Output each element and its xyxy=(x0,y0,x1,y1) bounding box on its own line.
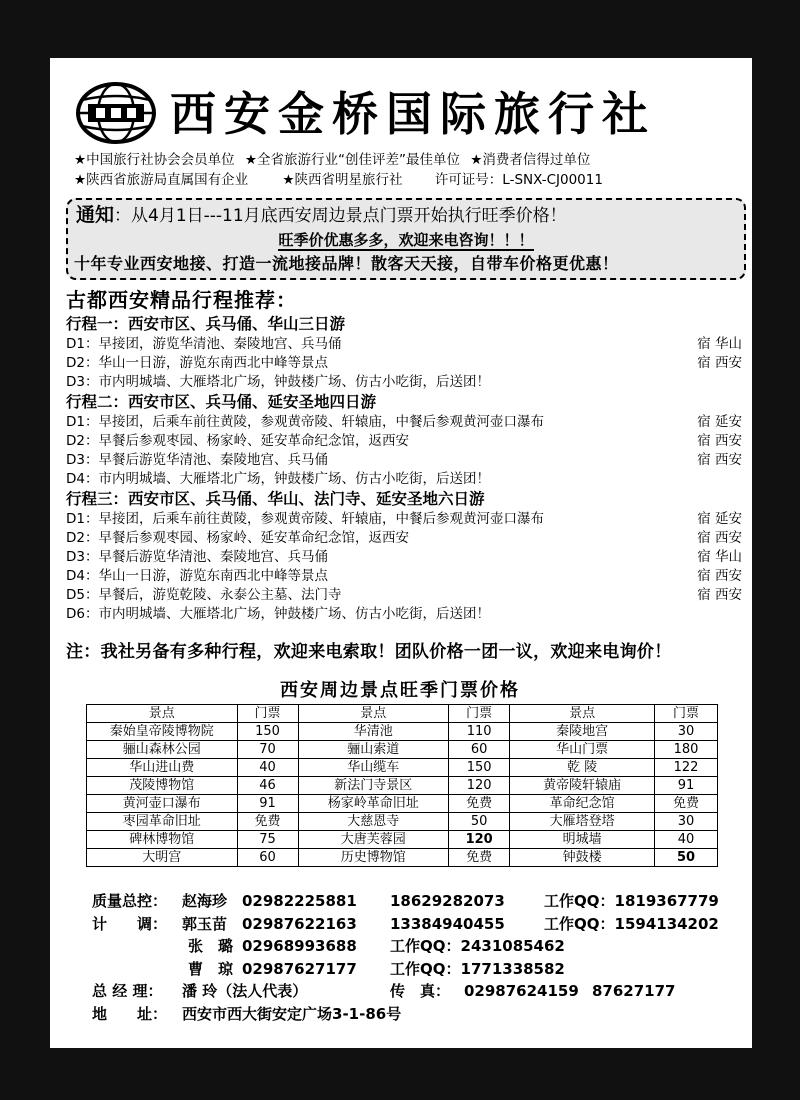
contact-row-quality xyxy=(92,890,752,913)
day-stay: 宿 华山 xyxy=(697,549,742,565)
table-header-row xyxy=(87,705,718,723)
price-cell: 91 xyxy=(655,777,718,795)
contact-phone: 02987627177 xyxy=(242,959,357,978)
price-cell: 60 xyxy=(449,741,510,759)
contact-row-plan-3 xyxy=(92,958,752,981)
day-stay: 宿 西安 xyxy=(697,568,742,584)
border-top xyxy=(0,0,800,58)
itinerary-day xyxy=(66,335,746,354)
attraction-cell: 历史博物馆 xyxy=(298,849,449,867)
contact-row-manager xyxy=(92,980,752,1003)
table-row xyxy=(87,741,718,759)
globe-logo-icon xyxy=(74,80,158,146)
price-cell: 180 xyxy=(655,741,718,759)
itinerary-day xyxy=(66,354,746,373)
attraction-cell: 枣园革命旧址 xyxy=(87,813,238,831)
notice-line-3: 十年专业西安地接、打造一流地接品牌！散客天天接，自带车价格更优惠！ xyxy=(74,254,619,273)
contact-role: 地 址： xyxy=(92,1004,168,1023)
itinerary-section-title: 古都西安精品行程推荐： xyxy=(66,288,297,312)
contact-qq: 工作QQ：1819367779 xyxy=(544,892,719,910)
price-cell: 40 xyxy=(237,759,298,777)
contact-role: 计 调： xyxy=(92,914,168,933)
notice-line-2 xyxy=(68,230,744,250)
attraction-cell: 碑林博物馆 xyxy=(87,831,238,849)
credentials-row-2 xyxy=(74,170,744,190)
price-cell: 110 xyxy=(449,723,510,741)
price-cell: 免费 xyxy=(655,795,718,813)
itinerary-day xyxy=(66,548,746,567)
attraction-cell: 华山门票 xyxy=(510,741,655,759)
credential: ★消费者信得过单位 xyxy=(470,152,591,168)
attraction-cell: 大慈恩寺 xyxy=(298,813,449,831)
contact-name: 赵海珍 xyxy=(182,892,228,910)
itinerary-day xyxy=(66,567,746,586)
table-row xyxy=(87,813,718,831)
attraction-cell: 杨家岭革命旧址 xyxy=(298,795,449,813)
address-value: 西安市西大街安定广场3-1-86号 xyxy=(182,1004,402,1023)
day-text: D4：市内明城墙、大雁塔北广场，钟鼓楼广场、仿古小吃街，后送团！ xyxy=(66,471,490,487)
day-text: D2：早餐后参观枣园、杨家岭、延安革命纪念馆，返西安 xyxy=(66,530,409,546)
column-header: 景点 xyxy=(298,705,449,723)
itinerary-day xyxy=(66,586,746,605)
attraction-cell: 骊山森林公园 xyxy=(87,741,238,759)
price-cell: 免费 xyxy=(449,795,510,813)
price-cell: 免费 xyxy=(449,849,510,867)
attraction-cell: 华清池 xyxy=(298,723,449,741)
itinerary-day xyxy=(66,605,746,624)
day-text: D1：早接团，后乘车前往黄陵，参观黄帝陵、轩辕庙，中餐后参观黄河壶口瀑布 xyxy=(66,414,544,430)
contact-block xyxy=(92,890,752,1025)
table-row xyxy=(87,723,718,741)
itinerary-day xyxy=(66,413,746,432)
price-cell: 50 xyxy=(655,849,718,867)
attraction-cell: 钟鼓楼 xyxy=(510,849,655,867)
price-cell: 91 xyxy=(237,795,298,813)
attraction-cell: 大唐芙蓉园 xyxy=(298,831,449,849)
remark-note: 注：我社另备有多种行程，欢迎来电索取！团队价格一团一议，欢迎来电询价！ xyxy=(66,642,672,662)
price-cell: 46 xyxy=(237,777,298,795)
day-stay: 宿 延安 xyxy=(697,511,742,527)
attraction-cell: 黄河壶口瀑布 xyxy=(87,795,238,813)
contact-mobile: 13384940455 xyxy=(390,914,505,933)
contact-qq: 工作QQ：1594134202 xyxy=(544,914,719,933)
attraction-cell: 茂陵博物馆 xyxy=(87,777,238,795)
contact-name: 曹 琼 xyxy=(188,959,234,978)
day-text: D1：早接团，游览华清池、秦陵地宫、兵马俑 xyxy=(66,336,342,352)
column-header: 门票 xyxy=(655,705,718,723)
day-stay: 宿 华山 xyxy=(697,336,742,352)
day-stay: 宿 延安 xyxy=(697,414,742,430)
day-stay: 宿 西安 xyxy=(697,530,742,546)
column-header: 门票 xyxy=(449,705,510,723)
price-cell: 150 xyxy=(237,723,298,741)
day-stay: 宿 西安 xyxy=(697,587,742,603)
credential: ★中国旅行社协会会员单位 xyxy=(74,152,235,168)
price-cell: 40 xyxy=(655,831,718,849)
price-cell: 免费 xyxy=(237,813,298,831)
notice-highlight: 旺季价优惠多多，欢迎来电咨询！！！ xyxy=(278,231,534,249)
license-number: 许可证号：L-SNX-CJ00011 xyxy=(434,172,603,188)
attraction-cell: 新法门寺景区 xyxy=(298,777,449,795)
day-text: D2：早餐后参观枣园、杨家岭、延安革命纪念馆，返西安 xyxy=(66,433,409,449)
price-table-title: 西安周边景点旺季门票价格 xyxy=(280,680,520,701)
fax-number: 87627177 xyxy=(592,982,676,1000)
contact-role: 总 经 理： xyxy=(92,982,163,1000)
price-cell: 75 xyxy=(237,831,298,849)
credential: ★陕西省明星旅行社 xyxy=(282,172,403,188)
day-text: D2：华山一日游，游览东南西北中峰等景点 xyxy=(66,355,328,371)
itinerary-day xyxy=(66,470,746,489)
attraction-cell: 华山进山费 xyxy=(87,759,238,777)
day-text: D3：早餐后游览华清池、秦陵地宫、兵马俑 xyxy=(66,452,328,468)
day-text: D5：早餐后，游览乾陵、永泰公主墓、法门寺 xyxy=(66,587,342,603)
contact-row-address xyxy=(92,1003,752,1026)
day-stay: 宿 西安 xyxy=(697,452,742,468)
table-row xyxy=(87,849,718,867)
day-text: D3：早餐后游览华清池、秦陵地宫、兵马俑 xyxy=(66,549,328,565)
contact-name: 张 璐 xyxy=(188,937,234,955)
notice-text: ：从4月1日---11月底西安周边景点门票开始执行旺季价格！ xyxy=(114,206,567,226)
contact-role: 质量总控： xyxy=(92,892,168,910)
itinerary-list xyxy=(66,314,746,624)
price-cell: 30 xyxy=(655,723,718,741)
price-cell: 150 xyxy=(449,759,510,777)
contact-row-plan-1 xyxy=(92,913,752,936)
price-cell: 30 xyxy=(655,813,718,831)
price-cell: 70 xyxy=(237,741,298,759)
attraction-cell: 乾 陵 xyxy=(510,759,655,777)
table-row xyxy=(87,759,718,777)
itinerary-title: 行程一：西安市区、兵马俑、华山三日游 xyxy=(66,315,346,333)
day-stay: 宿 西安 xyxy=(697,355,742,371)
price-cell: 120 xyxy=(449,831,510,849)
credential: ★全省旅游行业“创佳评差”最佳单位 xyxy=(244,152,460,168)
column-header: 景点 xyxy=(87,705,238,723)
border-bottom xyxy=(0,1048,800,1100)
credentials-row-1 xyxy=(74,150,744,170)
notice-box xyxy=(66,198,746,280)
day-stay: 宿 西安 xyxy=(697,433,742,449)
attraction-cell: 大明宫 xyxy=(87,849,238,867)
contact-qq: 工作QQ：2431085462 xyxy=(390,937,565,955)
attraction-cell: 黄帝陵轩辕庙 xyxy=(510,777,655,795)
itinerary-day xyxy=(66,529,746,548)
contact-qq: 工作QQ：1771338582 xyxy=(390,959,565,978)
price-cell: 122 xyxy=(655,759,718,777)
price-cell: 60 xyxy=(237,849,298,867)
column-header: 门票 xyxy=(237,705,298,723)
attraction-cell: 大雁塔登塔 xyxy=(510,813,655,831)
day-text: D3：市内明城墙、大雁塔北广场，钟鼓楼广场、仿古小吃街，后送团！ xyxy=(66,374,490,390)
itinerary-day xyxy=(66,510,746,529)
border-left xyxy=(0,0,50,1100)
itinerary-day xyxy=(66,451,746,470)
table-row xyxy=(87,831,718,849)
price-table xyxy=(86,704,718,867)
column-header: 景点 xyxy=(510,705,655,723)
credential: ★陕西省旅游局直属国有企业 xyxy=(74,172,249,188)
day-text: D4：华山一日游，游览东南西北中峰等景点 xyxy=(66,568,328,584)
attraction-cell: 秦始皇帝陵博物院 xyxy=(87,723,238,741)
fax-label: 传 真： xyxy=(390,982,451,1000)
attraction-cell: 明城墙 xyxy=(510,831,655,849)
itinerary-title: 行程三：西安市区、兵马俑、华山、法门寺、延安圣地六日游 xyxy=(66,490,485,508)
price-cell: 50 xyxy=(449,813,510,831)
fax-number: 02987624159 xyxy=(464,982,579,1000)
contact-row-plan-2 xyxy=(92,935,752,958)
attraction-cell: 秦陵地宫 xyxy=(510,723,655,741)
contact-phone: 02982225881 xyxy=(242,892,357,910)
notice-line-1 xyxy=(76,202,567,229)
table-row xyxy=(87,795,718,813)
border-right xyxy=(752,0,800,1100)
contact-phone: 02968993688 xyxy=(242,937,357,955)
attraction-cell: 华山缆车 xyxy=(298,759,449,777)
contact-name: 潘 玲（法人代表） xyxy=(182,982,308,1000)
day-text: D6：市内明城墙、大雁塔北广场，钟鼓楼广场、仿古小吃街，后送团！ xyxy=(66,606,490,622)
contact-name: 郭玉苗 xyxy=(182,914,228,933)
credentials xyxy=(74,150,744,190)
attraction-cell: 革命纪念馆 xyxy=(510,795,655,813)
attraction-cell: 骊山索道 xyxy=(298,741,449,759)
contact-phone: 02987622163 xyxy=(242,914,357,933)
price-cell: 120 xyxy=(449,777,510,795)
itinerary-title: 行程二：西安市区、兵马俑、延安圣地四日游 xyxy=(66,393,377,411)
itinerary-day xyxy=(66,432,746,451)
table-row xyxy=(87,777,718,795)
agency-title: 西安金桥国际旅行社 xyxy=(170,87,656,141)
itinerary-day xyxy=(66,373,746,392)
notice-label: 通知 xyxy=(76,204,115,226)
day-text: D1：早接团，后乘车前往黄陵，参观黄帝陵、轩辕庙，中餐后参观黄河壶口瀑布 xyxy=(66,511,544,527)
contact-mobile: 18629282073 xyxy=(390,892,505,910)
